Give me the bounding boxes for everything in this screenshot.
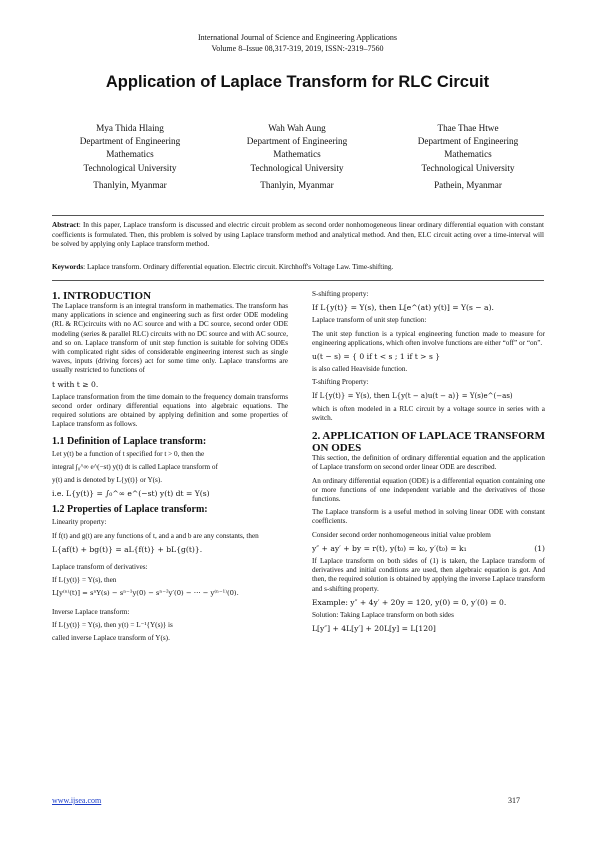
author-univ: Technological University [250, 162, 344, 173]
equation-number: (1) [534, 543, 545, 553]
paper-title: Application of Laplace Transform for RLC Circuit [105, 73, 490, 91]
equation: i.e. L{y(t)} = ∫₀^∞ e^(−st) y(t) dt = Y(s) [52, 489, 210, 499]
equation: L{af(t) + bg(t)} = aL{f(t)} + bL{g(t)}. [52, 544, 203, 554]
author-name: Thae Thae Htwe [437, 123, 499, 133]
paragraph: Laplace transformation from the time domain to the frequency domain transforms second order ordinary differential equations into algebraic equations. The required solutions are obtained by applying definition and some properties of Laplace transform as follows. [52, 392, 288, 429]
divider [52, 280, 544, 281]
paragraph: T-shifting Property: [312, 378, 369, 387]
section-heading: 1. INTRODUCTION [52, 290, 152, 302]
paragraph: Laplace transform of derivatives: [52, 563, 148, 572]
author-dept: Mathematics [444, 149, 492, 160]
footer-url[interactable]: www.ijsea.com [52, 796, 102, 805]
keywords-label: Keywords [52, 263, 84, 271]
author-dept: Mathematics [106, 149, 154, 160]
author-univ: Technological University [421, 162, 515, 173]
paragraph: An ordinary differential equation (ODE) is a differential equation containing one or more functions of one independent variable and the derivatives of those functions. [312, 476, 545, 504]
abstract [52, 221, 544, 250]
paragraph: The unit step function is a typical engineering function made to measure for engineering applications, which often involve functions are either “off” or “on”. [312, 329, 545, 347]
author-block [383, 122, 553, 192]
equation: L[y″] + 4L[y′] + 20L[y] = L[120] [312, 624, 436, 634]
author-dept: Department of Engineering [79, 136, 181, 147]
journal-name: International Journal of Science and Engineering Applications [197, 33, 398, 42]
author-block [45, 122, 215, 192]
paragraph: The Laplace transform is a useful method in solving linear ODE with constant coefficients. [312, 508, 545, 526]
equation: t with t ≥ 0. [52, 379, 99, 389]
subsection-heading: 1.1 Definition of Laplace transform: [52, 435, 207, 447]
left-column [52, 290, 288, 647]
equation: u(t − s) = { 0 if t < s ; 1 if t > s } [312, 352, 441, 362]
section-heading: 2. APPLICATION OF LAPLACE TRANSFORM ON ODES [312, 430, 545, 455]
paragraph: called inverse Laplace transform of Y(s). [52, 634, 170, 643]
paragraph: y(t) and is denoted by L{y(t)} or Y(s). [52, 476, 163, 485]
author-univ: Technological University [83, 162, 177, 173]
paragraph: If L{y(t)} = Y(s), then [52, 576, 117, 585]
divider [52, 215, 544, 216]
author-dept: Department of Engineering [246, 136, 348, 147]
paragraph: This section, the definition of ordinary differential equation and the application of Laplace transform on second order linear ODE are described. [312, 454, 545, 472]
author-location: Pathein, Myanmar [434, 179, 502, 190]
numbered-equation [312, 544, 545, 553]
keywords [52, 263, 544, 273]
author-name: Wah Wah Aung [268, 123, 326, 133]
author-dept: Mathematics [273, 149, 321, 160]
equation: If L{y(t)} = Y(s), then L{y(t − a)u(t − a)} = Y(s)e^(−as) [312, 391, 513, 400]
paragraph: S-shifting property: [312, 290, 369, 298]
right-column [312, 290, 545, 637]
page-number: 317 [508, 796, 520, 805]
paragraph: is also called Heaviside function. [312, 365, 408, 374]
keywords-text: : Laplace transform. Ordinary differential equation. Electric circuit. Kirchhoff's Voltage Law. Time-shifting. [83, 263, 394, 271]
paragraph: which is often modeled in a RLC circuit by a voltage source in series with a switch. [312, 404, 545, 423]
paragraph: Laplace transform of unit step function: [312, 316, 427, 325]
subsection-heading: 1.2 Properties of Laplace transform: [52, 504, 208, 516]
paragraph: Inverse Laplace transform: [52, 607, 130, 616]
paragraph: Let y(t) be a function of t specified for t > 0, then the [52, 449, 205, 458]
paragraph: If f(t) and g(t) are any functions of t, and a and b are any constants, then [52, 531, 259, 540]
paragraph: The Laplace transform is an integral transform in mathematics. The transform has many applications in science and engineering such as first order ODE modeling (RL & RC)circuits with no AC source and with a DC source, second order ODE modeling (series & parallel RLC) circuits with no DC source and with AC source, and so on. Laplace transform of unit step function is suitable for solving ODEs with complicated right sides of considerable engineering interest such as single waves, inputs (driving forces) act for some time only. Laplace transforms are usually restricted to functions of [52, 302, 288, 375]
paragraph: Linearity property: [52, 518, 107, 527]
author-block [212, 122, 382, 192]
author-name: Mya Thida Hlaing [96, 123, 164, 133]
equation: L[y⁽ⁿ⁾(t)] = sⁿY(s) − sⁿ⁻¹y(0) − sⁿ⁻²y′(0) − ⋯ − y⁽ⁿ⁻¹⁾(0). [52, 589, 239, 598]
author-dept: Department of Engineering [417, 136, 519, 147]
paragraph: Consider second order nonhomogeneous initial value problem [312, 530, 491, 539]
abstract-label: Abstract [52, 221, 79, 229]
paragraph: Solution: Taking Laplace transform on both sides [312, 611, 454, 620]
paragraph: integral ∫₀^∞ e^(−st) y(t) dt is called Laplace transform of [52, 462, 218, 471]
journal-header [0, 32, 595, 54]
equation: If L{y(t)} = Y(s), then L[e^(at) y(t)] = Y(s − a). [312, 303, 494, 313]
paragraph: If L{y(t)} = Y(s), then y(t) = L⁻¹{Y(s)} is [52, 620, 173, 629]
author-location: Thanlyin, Myanmar [260, 179, 334, 190]
abstract-text: : In this paper, Laplace transform is discussed and electric circuit problem as second order nonhomogeneous linear ordinary differential equation with constant coefficients is formulated. Then, this problem is solved by using Laplace transform method and analytical method. And then, ELC circuit acting over a time-interval will be solved by applying only Laplace transform method. [52, 221, 544, 249]
author-location: Thanlyin, Myanmar [93, 179, 167, 190]
equation: Example: y″ + 4y′ + 20y = 120, y(0) = 0, y′(0) = 0. [312, 597, 507, 607]
paragraph: If Laplace transform on both sides of (1) is taken, the Laplace transform of derivatives and initial conditions are used, then algebraic equation is got. And then, the required solution is obtained by applying the inverse Laplace transform and s-shifting property. [312, 557, 545, 593]
equation: y″ + ay′ + by = r(t), y(t₀) = k₀, y′(t₀) = k₁ [312, 543, 467, 553]
journal-volume: Volume 8–Issue 08,317-319, 2019, ISSN:-2319–7560 [211, 44, 384, 53]
